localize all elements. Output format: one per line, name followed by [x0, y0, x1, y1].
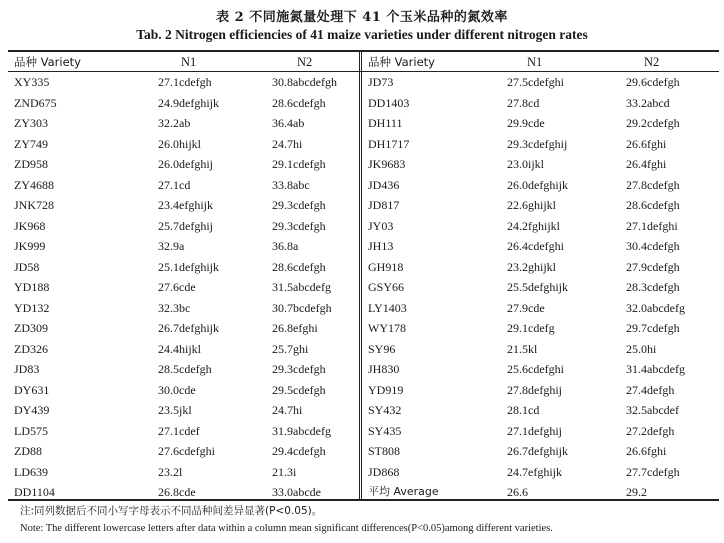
- n1-cell: 29.9cde: [507, 116, 545, 130]
- table-row: [0, 379, 358, 400]
- n1-cell: 26.0defghijk: [507, 177, 568, 192]
- n2-cell: 24.7hi: [272, 136, 303, 151]
- n1-cell: 27.8defghij: [507, 382, 562, 397]
- n2-cell: 29.5cdefgh: [272, 382, 326, 397]
- table-row: [0, 71, 358, 92]
- variety-cell: DY439: [14, 403, 50, 417]
- table-row: [0, 174, 358, 195]
- n1-cell: 25.7defghij: [158, 218, 213, 233]
- variety-cell: YD188: [14, 280, 50, 294]
- n2-cell: 29.2cdefgh: [626, 116, 680, 130]
- variety-cell: XY335: [14, 75, 50, 89]
- n1-cell: 28.1cd: [507, 403, 540, 417]
- n2-cell: 27.4defgh: [626, 382, 675, 397]
- table-row: [0, 194, 358, 215]
- n1-cell: 22.6ghijkl: [507, 198, 557, 212]
- n1-cell: 23.2ghijkl: [507, 259, 557, 274]
- n2-cell: 31.5abcdefg: [272, 280, 331, 294]
- variety-cell: SY435: [368, 423, 402, 438]
- table-row: [362, 338, 722, 359]
- n1-cell: 25.6cdefghi: [507, 362, 564, 376]
- note-english: Note: The different lowercase letters after data within a column mean significant differences(P<0.05)among different varieties.: [20, 523, 553, 534]
- table-row: [0, 399, 358, 420]
- variety-cell: ZY303: [14, 116, 48, 130]
- table-row: [362, 440, 722, 461]
- n1-cell: 26.8cde: [158, 485, 196, 499]
- n2-cell: 27.1defghi: [626, 218, 678, 233]
- variety-cell: JK9683: [368, 157, 406, 171]
- table-row: [362, 174, 722, 195]
- n2-cell: 33.8abc: [272, 177, 310, 192]
- variety-cell: GSY66: [368, 280, 405, 294]
- variety-cell: JK968: [14, 218, 46, 233]
- n1-cell: 24.2fghijkl: [507, 218, 560, 233]
- variety-cell: JD73: [368, 75, 394, 89]
- n1-cell: 30.0cde: [158, 382, 196, 397]
- variety-cell: ZY749: [14, 136, 48, 151]
- n1-cell: 27.1defghij: [507, 423, 562, 438]
- variety-cell: JD817: [368, 198, 400, 212]
- n2-cell: 33.2abcd: [626, 95, 670, 110]
- n2-cell: 28.3cdefgh: [626, 280, 680, 294]
- table-row: [362, 133, 722, 154]
- n1-cell: 26.6: [507, 485, 528, 499]
- n2-cell: 27.9cdefgh: [626, 259, 680, 274]
- table-row: [0, 420, 358, 441]
- right-table-body: [362, 71, 722, 502]
- n2-cell: 32.5abcdef: [626, 403, 679, 417]
- table-row: [362, 112, 722, 133]
- n2-cell: 29.3cdefgh: [272, 218, 326, 233]
- n2-cell: 31.9abcdefg: [272, 423, 331, 438]
- variety-cell: ZND675: [14, 95, 57, 110]
- n1-cell: 27.9cde: [507, 300, 545, 315]
- variety-cell: DH111: [368, 116, 403, 130]
- variety-cell: JD436: [368, 177, 400, 192]
- n1-cell: 32.3bc: [158, 300, 191, 315]
- n1-cell: 27.1cdefgh: [158, 75, 212, 89]
- n1-cell: 23.4efghijk: [158, 198, 213, 212]
- variety-cell: 平均 Average: [368, 485, 439, 498]
- n2-cell: 33.0abcde: [272, 485, 321, 499]
- variety-cell: LD575: [14, 423, 48, 438]
- n2-cell: 29.2: [626, 485, 647, 499]
- left-header-variety: 品种 Variety: [14, 55, 81, 69]
- n1-cell: 27.5cdefghi: [507, 75, 564, 89]
- n1-cell: 24.4hijkl: [158, 341, 202, 356]
- variety-cell: ZD326: [14, 341, 48, 356]
- right-header-n2: N2: [644, 55, 660, 69]
- table-row: [362, 358, 722, 379]
- variety-cell: YD132: [14, 300, 50, 315]
- table-title-chinese: 表 2 不同施氮量处理下 41 个玉米品种的氮效率: [216, 10, 508, 25]
- n1-cell: 26.4cdefghi: [507, 239, 564, 253]
- n1-cell: 29.3cdefghij: [507, 136, 568, 151]
- n1-cell: 26.0defghij: [158, 157, 213, 171]
- n2-cell: 27.8cdefgh: [626, 177, 680, 192]
- table-row: [0, 133, 358, 154]
- variety-cell: DY631: [14, 382, 50, 397]
- table-row: [362, 153, 722, 174]
- n1-cell: 27.6cdefghi: [158, 444, 215, 458]
- n2-cell: 21.3i: [272, 464, 297, 479]
- variety-cell: DD1403: [368, 95, 410, 110]
- n1-cell: 26.7defghijk: [158, 321, 219, 335]
- n2-cell: 31.4abcdefg: [626, 362, 685, 376]
- table-row: [362, 399, 722, 420]
- n2-cell: 24.7hi: [272, 403, 303, 417]
- n2-cell: 26.6fghi: [626, 444, 667, 458]
- n2-cell: 26.8efghi: [272, 321, 318, 335]
- n2-cell: 28.6cdefgh: [626, 198, 680, 212]
- variety-cell: JD83: [14, 362, 40, 376]
- table-row: [0, 338, 358, 359]
- table-row: [362, 235, 722, 256]
- n2-cell: 29.1cdefgh: [272, 157, 326, 171]
- table-row: [0, 215, 358, 236]
- table-row: [362, 481, 722, 502]
- table-row: [362, 317, 722, 338]
- table-row: [362, 276, 722, 297]
- n1-cell: 26.0hijkl: [158, 136, 202, 151]
- right-header-variety: 品种 Variety: [368, 55, 435, 69]
- variety-cell: ZD309: [14, 321, 48, 335]
- n1-cell: 23.5jkl: [158, 403, 192, 417]
- variety-cell: WY178: [368, 321, 406, 335]
- variety-cell: LD639: [14, 464, 48, 479]
- n2-cell: 29.3cdefgh: [272, 198, 326, 212]
- n2-cell: 29.6cdefgh: [626, 75, 680, 89]
- n2-cell: 27.2defgh: [626, 423, 675, 438]
- n2-cell: 30.7bcdefgh: [272, 300, 332, 315]
- table-row: [0, 317, 358, 338]
- n2-cell: 32.0abcdefg: [626, 300, 685, 315]
- table-row: [0, 461, 358, 482]
- variety-cell: ST808: [368, 444, 401, 458]
- left-header-n1: N1: [181, 55, 197, 69]
- n2-cell: 36.4ab: [272, 116, 305, 130]
- table-row: [362, 297, 722, 318]
- variety-cell: JD58: [14, 259, 40, 274]
- n2-cell: 29.7cdefgh: [626, 321, 680, 335]
- variety-cell: JK999: [14, 239, 46, 253]
- left-table-body: [0, 71, 358, 502]
- variety-cell: DH1717: [368, 136, 410, 151]
- n2-cell: 29.3cdefgh: [272, 362, 326, 376]
- n1-cell: 23.2l: [158, 464, 183, 479]
- table-row: [362, 194, 722, 215]
- table-row: [362, 92, 722, 113]
- right-header-n1: N1: [527, 55, 543, 69]
- variety-cell: SY432: [368, 403, 402, 417]
- n1-cell: 29.1cdefg: [507, 321, 555, 335]
- n1-cell: 25.1defghijk: [158, 259, 219, 274]
- table-row: [0, 297, 358, 318]
- n2-cell: 27.7cdefgh: [626, 464, 680, 479]
- table-row: [0, 112, 358, 133]
- variety-cell: JNK728: [14, 198, 55, 212]
- table-row: [0, 153, 358, 174]
- variety-cell: JH13: [368, 239, 394, 253]
- n1-cell: 27.1cd: [158, 177, 191, 192]
- n1-cell: 21.5kl: [507, 341, 538, 356]
- n1-cell: 32.2ab: [158, 116, 191, 130]
- variety-cell: SY96: [368, 341, 396, 356]
- table-row: [0, 440, 358, 461]
- table-row: [0, 256, 358, 277]
- table-row: [362, 71, 722, 92]
- note-chinese: 注:同列数据后不同小写字母表示不同品种间差异显著(P<0.05)。: [20, 505, 323, 517]
- n1-cell: 27.8cd: [507, 95, 540, 110]
- n2-cell: 26.4fghi: [626, 157, 667, 171]
- variety-cell: JH830: [368, 362, 400, 376]
- n2-cell: 26.6fghi: [626, 136, 667, 151]
- variety-cell: ZD958: [14, 157, 48, 171]
- n2-cell: 29.4cdefgh: [272, 444, 326, 458]
- n1-cell: 28.5cdefgh: [158, 362, 212, 376]
- left-header-n2: N2: [297, 55, 313, 69]
- variety-cell: GH918: [368, 259, 404, 274]
- n2-cell: 25.7ghi: [272, 341, 309, 356]
- variety-cell: LY1403: [368, 300, 407, 315]
- n2-cell: 30.8abcdefgh: [272, 75, 337, 89]
- table-row: [0, 481, 358, 502]
- variety-cell: JD868: [368, 464, 400, 479]
- n1-cell: 23.0ijkl: [507, 157, 545, 171]
- n2-cell: 30.4cdefgh: [626, 239, 680, 253]
- table-row: [0, 235, 358, 256]
- table-row: [0, 358, 358, 379]
- n1-cell: 32.9a: [158, 239, 185, 253]
- variety-cell: YD919: [368, 382, 404, 397]
- n1-cell: 26.7defghijk: [507, 444, 568, 458]
- variety-cell: JY03: [368, 218, 394, 233]
- table-row: [362, 379, 722, 400]
- table-title-english: Tab. 2 Nitrogen efficiencies of 41 maize varieties under different nitrogen rates: [136, 27, 588, 42]
- variety-cell: DD1104: [14, 485, 55, 499]
- n1-cell: 27.1cdef: [158, 423, 200, 438]
- n1-cell: 25.5defghijk: [507, 280, 568, 294]
- table-row: [362, 256, 722, 277]
- table-row: [362, 215, 722, 236]
- table-row: [0, 276, 358, 297]
- table-row: [362, 461, 722, 482]
- table-row: [0, 92, 358, 113]
- top-rule: [8, 50, 719, 52]
- table-row: [362, 420, 722, 441]
- n2-cell: 28.6cdefgh: [272, 95, 326, 110]
- n1-cell: 24.9defghijk: [158, 95, 219, 110]
- n2-cell: 28.6cdefgh: [272, 259, 326, 274]
- n2-cell: 25.0hi: [626, 341, 657, 356]
- n1-cell: 27.6cde: [158, 280, 196, 294]
- n2-cell: 36.8a: [272, 239, 299, 253]
- variety-cell: ZD88: [14, 444, 42, 458]
- n1-cell: 24.7efghijk: [507, 464, 562, 479]
- variety-cell: ZY4688: [14, 177, 54, 192]
